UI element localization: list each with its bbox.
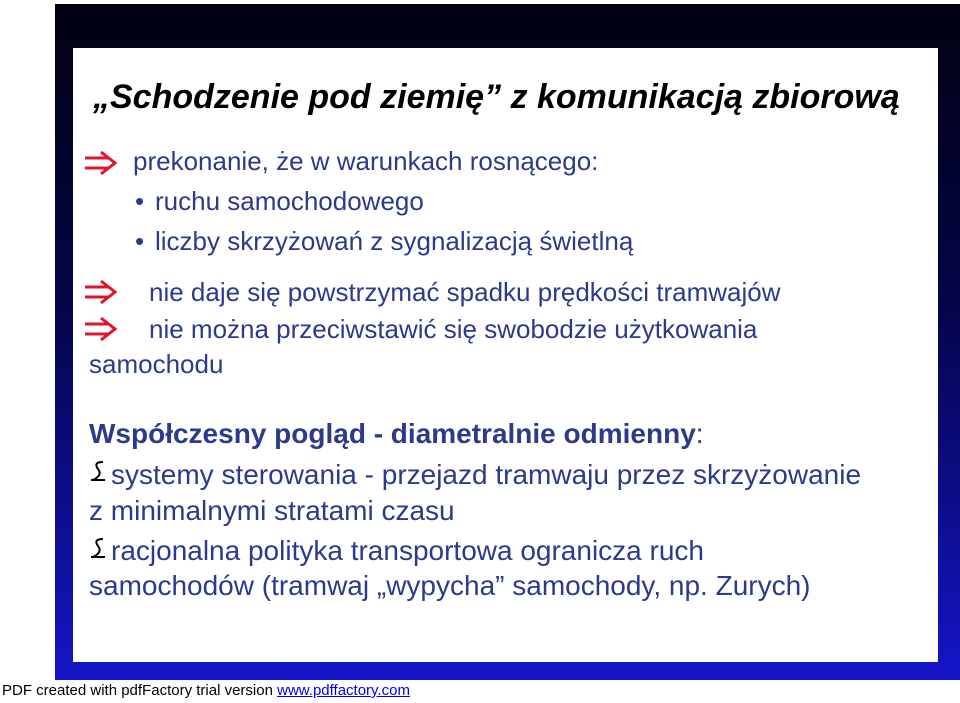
slide [73, 48, 938, 662]
double-arrow-right-icon [83, 279, 119, 305]
double-arrow-right-icon [83, 316, 119, 342]
squiggle-bracket-icon [89, 537, 107, 559]
bullet-item: ruchu samochodowego [155, 186, 424, 216]
modern-point-line1: systemy sterowania - przejazd tramwaju przez skrzyżowanie [111, 459, 862, 490]
footer-text: PDF created with pdfFactory trial version [2, 682, 278, 699]
modern-view-heading-line [89, 418, 704, 450]
footer-link[interactable]: www.pdffactory.com [277, 682, 410, 699]
modern-view-heading: Współczesny pogląd - diametralnie odmienny [89, 418, 696, 449]
modern-point-line2: samochodów (tramwaj „wypycha” samochody, np. Zurych) [89, 570, 811, 601]
intro-text: prekonanie, że w warunkach rosnącego: [133, 146, 599, 176]
bullet-icon: • [135, 186, 145, 216]
modern-point-line2: z minimalnymi stratami czasu [89, 495, 455, 526]
implication-text: nie daje się powstrzymać spadku prędkości tramwajów [149, 277, 781, 307]
pdf-footer [2, 682, 410, 699]
implication-continuation: samochodu [89, 349, 224, 379]
bullet-icon: • [135, 226, 145, 256]
slide-title: „Schodzenie pod ziemię” z komunikacją zbiorową [93, 78, 900, 116]
modern-point-line1: racjonalna polityka transportowa ogranicza ruch [111, 535, 704, 566]
modern-view-colon: : [695, 418, 704, 449]
implication-text: nie można przeciwstawić się swobodzie użytkowania [149, 314, 758, 344]
double-arrow-right-icon [83, 150, 119, 176]
squiggle-bracket-icon [89, 460, 107, 482]
bullet-item: liczby skrzyżowań z sygnalizacją świetlną [155, 226, 634, 256]
